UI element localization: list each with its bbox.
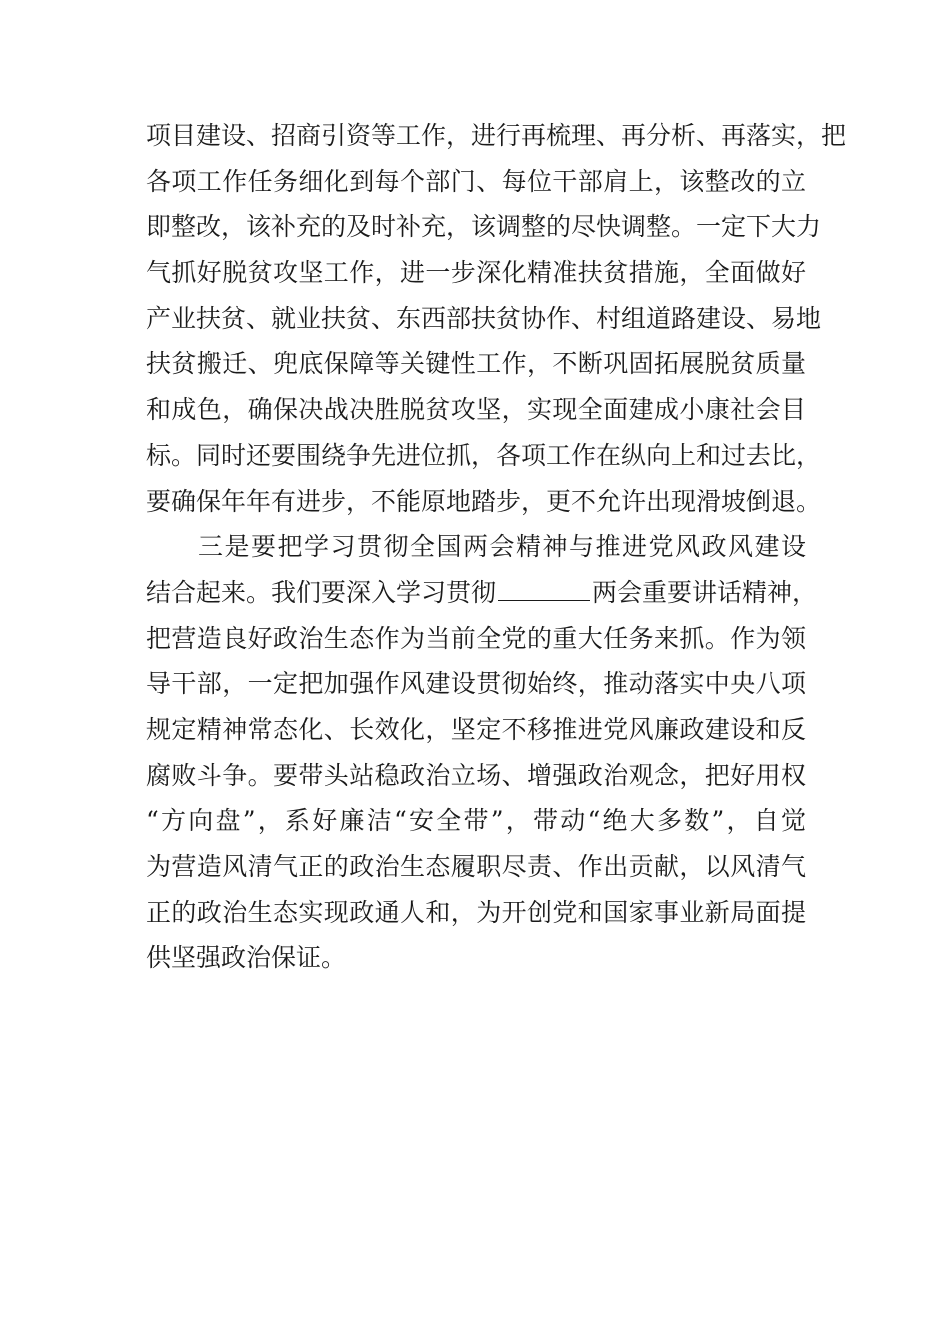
text-line: 为营造风清气正的政治生态履职尽责、作出贡献，以风清气 (146, 852, 806, 881)
text-line: 三是要把学习贯彻全国两会精神与推进党风政风建设 (198, 532, 806, 562)
text-line: 和成色，确保决战决胜脱贫攻坚，实现全面建成小康社会目 (146, 395, 806, 425)
text-line: 供坚强政治保证。 (146, 943, 347, 973)
text-line: 扶贫搬迁、兜底保障等关键性工作，不断巩固拓展脱贫质量 (146, 349, 806, 379)
text-line: 项目建设、招商引资等工作，进行再梳理、再分析、再落实，把 (146, 121, 847, 150)
text-line: 规定精神常态化、长效化，坚定不移推进党风廉政建设和反 (146, 714, 806, 744)
text-line: 正的政治生态实现政通人和，为开创党和国家事业新局面提 (146, 897, 806, 927)
text-line-with-blank (146, 570, 818, 616)
text-line: 把营造良好政治生态作为当前全党的重大任务来抓。作为领 (146, 623, 806, 653)
fill-in-blank (498, 574, 590, 601)
paragraph-1 (146, 113, 847, 524)
text-line: 产业扶贫、就业扶贫、东西部扶贫协作、村组道路建设、易地 (146, 303, 822, 333)
text-segment: 两会重要讲话精神， (592, 577, 818, 607)
text-line: “方向盘”，系好廉洁“安全带”，带动“绝大多数”，自觉 (146, 806, 806, 836)
paragraph-2 (146, 524, 818, 981)
text-line: 标。同时还要围绕争先进位抓，各项工作在纵向上和过去比， (146, 440, 822, 470)
text-segment: 结合起来。我们要深入学习贯彻 (146, 577, 497, 607)
text-line: 导干部，一定把加强作风建设贯彻始终，推动落实中央八项 (146, 669, 806, 699)
text-line: 腐败斗争。要带头站稳政治立场、增强政治观念，把好用权 (146, 760, 806, 790)
text-line: 气抓好脱贫攻坚工作，进一步深化精准扶贫措施，全面做好 (146, 258, 806, 288)
document-body (146, 113, 847, 981)
text-line: 要确保年年有进步，不能原地踏步，更不允许出现滑坡倒退。 (146, 486, 822, 516)
text-line: 各项工作任务细化到每个部门、每位干部肩上，该整改的立 (146, 166, 806, 196)
text-line: 即整改，该补充的及时补充，该调整的尽快调整。一定下大力 (146, 212, 822, 242)
